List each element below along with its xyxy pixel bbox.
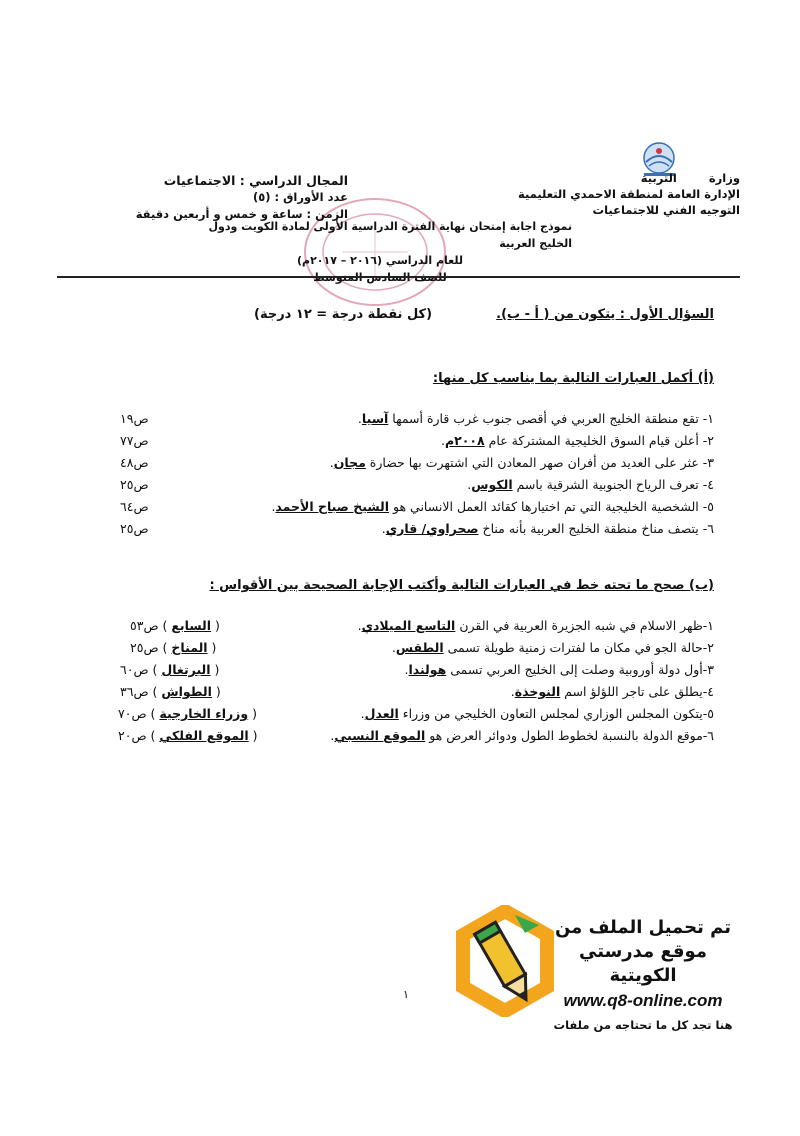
- item-answer: آسيا: [361, 411, 389, 426]
- underlined-phrase: النوخذة: [514, 684, 561, 699]
- item-answer: ٢٠٠٨م: [444, 433, 485, 448]
- section-a-item: ٢- أعلن قيام السوق الخليجية المشتركة عام ٢٠٠٨م.: [441, 433, 714, 448]
- page-ref: ص٦٤: [120, 499, 149, 514]
- page-ref: ص٤٨: [120, 455, 149, 470]
- exam-info: [128, 172, 348, 223]
- exam-time: الزمن : ساعة و خمس و أربعين دقيقة: [135, 207, 348, 221]
- section-b-item: ٥-يتكون المجلس الوزاري لمجلس التعاون الخليجي من وزراء العدل.: [360, 706, 714, 721]
- question-title: السؤال الأول : يتكون من ( أ - ب).: [496, 307, 714, 322]
- download-source-banner: [548, 916, 738, 1036]
- section-b-item: ٦-موقع الدولة بالنسبة لخطوط الطول ودوائر العرض هو الموقع النسبي.: [330, 728, 714, 743]
- corrected-answer: ( الموقع الفلكي ) ص٢٠: [118, 728, 258, 743]
- ministry-header: [440, 170, 740, 218]
- section-a-item: ١- تقع منطقة الخليج العربي في أقصى جنوب غرب قارة أسمها آسيا.: [357, 411, 714, 426]
- corrected-answer: ( السابع ) ص٥٣: [130, 618, 220, 633]
- section-a-item: ٤- تعرف الرياح الجنوبية الشرقية باسم الكوس.: [467, 477, 714, 492]
- promo-line-2: موقع مدرستي الكويتية: [579, 941, 707, 986]
- question-heading: [64, 307, 714, 329]
- corrected-answer: ( البرتغال ) ص٦٠: [120, 662, 220, 677]
- underlined-phrase: العدل: [364, 706, 399, 721]
- academic-year: للعام الدراسي (٢٠١٦ – ٢٠١٧م): [297, 254, 463, 267]
- item-answer: صحراوي/ قاري: [385, 521, 479, 536]
- page-ref: ص٧٧: [120, 433, 149, 448]
- section-b-item: ٤-يطلق على تاجر اللؤلؤ اسم النوخذة.: [510, 684, 714, 699]
- underlined-phrase: هولندا: [408, 662, 447, 677]
- ministry-name: التربية: [640, 171, 677, 185]
- section-a-item: ٥- الشخصية الخليجية التي تم اختيارها كقائد العمل الانساني هو الشيخ صباح الأحمد.: [271, 499, 714, 514]
- corrected-answer: ( المناخ ) ص٢٥: [130, 640, 217, 655]
- ministry-word: وزارة: [708, 171, 740, 185]
- promo-tagline: هنا تجد كل ما تحتاجه من ملفات: [553, 1018, 733, 1032]
- section-a-title: (أ) أكمل العبارات التالية بما يناسب كل منها:: [432, 371, 714, 386]
- section-b-item: ١-ظهر الاسلام في شبه الجزيرة العربية في القرن التاسع الميلادي.: [357, 618, 714, 633]
- exam-title: نموذج اجابة إمتحان نهاية الفترة الدراسية الأولى لمادة الكويت ودول الخليج العربية: [208, 220, 572, 250]
- page-ref: ص٢٥: [120, 477, 149, 492]
- underlined-phrase: الموقع النسبي: [334, 728, 426, 743]
- directorate: الإدارة العامة لمنطقة الاحمدي التعليمية: [517, 187, 740, 201]
- section-a-item: ٦- يتصف مناخ منطقة الخليج العربية بأنه مناخ صحراوي/ قاري.: [381, 521, 714, 536]
- section-b-item: ٣-أول دولة أوروبية وصلت إلى الخليج العربي تسمى هولندا.: [404, 662, 714, 677]
- underlined-phrase: الطقس: [395, 640, 444, 655]
- page-ref: ص١٩: [120, 411, 149, 426]
- item-answer: الشيخ صباح الأحمد: [275, 499, 390, 514]
- supervision: التوجيه الفني للاجتماعيات: [592, 203, 740, 217]
- underlined-phrase: التاسع الميلادي: [361, 618, 456, 633]
- pages-count: عدد الأوراق : (٥): [252, 190, 348, 204]
- section-b-title: (ب) صحح ما تحته خط في العبارات التالية وأكتب الإجابة الصحيحة بين الأقواس :: [209, 578, 714, 593]
- page-ref: ص٢٥: [120, 521, 149, 536]
- corrected-answer: ( وزراء الخارجية ) ص٧٠: [118, 706, 258, 721]
- item-answer: مجان: [333, 455, 366, 470]
- promo-line-1: تم تحميل الملف من: [554, 917, 731, 938]
- pencil-logo-icon: [455, 905, 555, 1017]
- item-answer: الكوس: [471, 477, 513, 492]
- section-a-item: ٣- عثر على العديد من أفران صهر المعادن التي اشتهرت بها حضارة مجان.: [329, 455, 714, 470]
- section-b-item: ٢-حالة الجو في مكان ما لفترات زمنية طويلة تسمى الطقس.: [391, 640, 714, 655]
- subject-field: المجال الدراسي : الاجتماعيات: [163, 173, 348, 188]
- header-divider: [57, 276, 740, 278]
- page-number: ١: [403, 988, 409, 1001]
- corrected-answer: ( الطواش ) ص٣٦: [120, 684, 221, 699]
- question-score: (كل نقطة درجة = ١٢ درجة): [254, 307, 433, 322]
- promo-url-link[interactable]: www.q8-online.com: [563, 991, 723, 1010]
